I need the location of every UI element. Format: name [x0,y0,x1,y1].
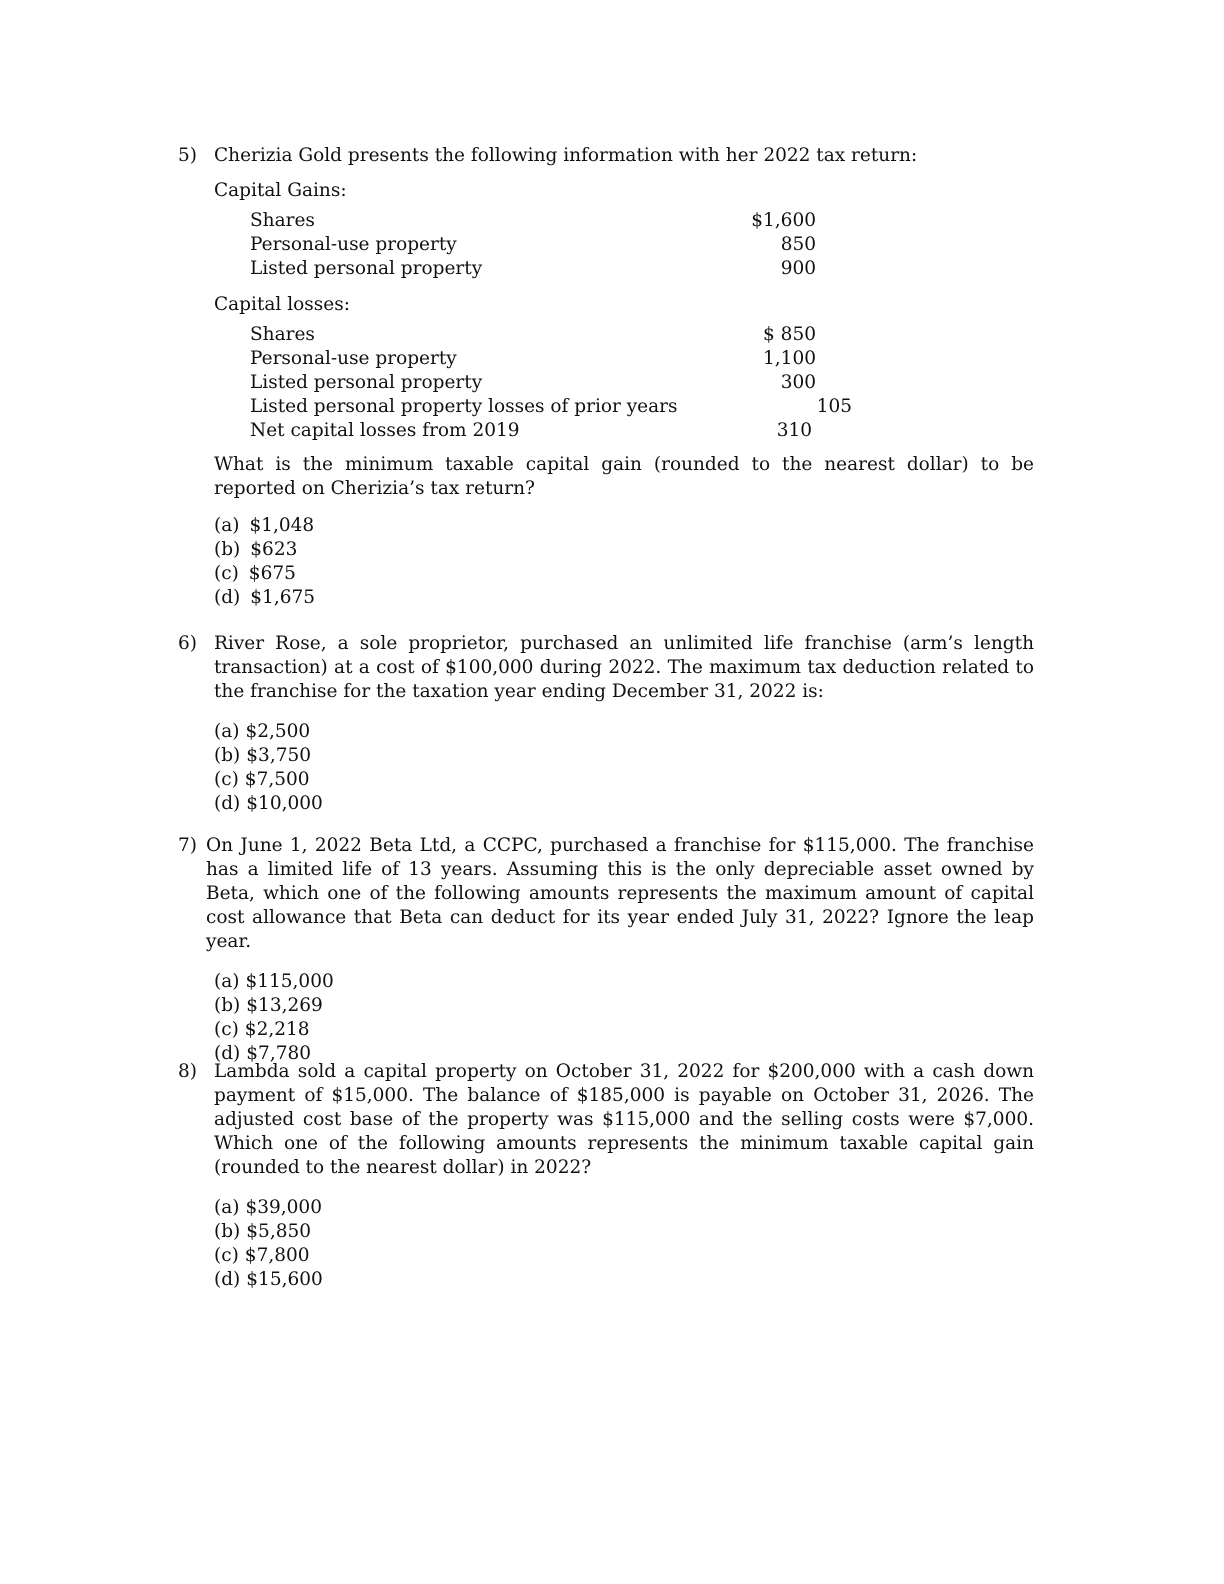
capital-losses-table [250,323,1034,443]
question-text: What is the minimum taxable capital gain (rounded to the nearest dollar) to be reported on Cherizia’s tax return? [214,454,1034,499]
answer-option[interactable]: (a) $39,000 [214,1197,322,1218]
table-row: Shares $ 850 [250,324,816,345]
question-text: On June 1, 2022 Beta Ltd, a CCPC, purchased a franchise for $115,000. The franchise has a limited life of 13 years. Assuming this is the only depreciable asset owned by Beta, which one of the following amounts represents the maximum amount of capital cost allowance that Beta can deduct for its year ended July 31, 2022? Ignore the leap year. [206,835,1034,952]
answer-options [214,970,1034,1066]
answer-option[interactable]: (c) $7,800 [214,1245,310,1266]
answer-option[interactable]: (d) $15,600 [214,1269,323,1290]
capital-losses-heading: Capital losses: [214,294,350,315]
table-row: Shares $1,600 [250,210,816,231]
table-row: Listed personal property losses of prior years 105 [250,396,852,417]
table-row: Personal-use property 1,100 [250,348,816,369]
answer-option[interactable]: (d) $7,780 [214,1043,312,1064]
question-intro: Cherizia Gold presents the following information with her 2022 tax return: [214,145,918,166]
answer-option[interactable]: (a) $115,000 [214,971,334,992]
table-row: Listed personal property 300 [250,372,816,393]
question-number: 8) [178,1061,197,1082]
answer-options [214,514,1034,610]
answer-option[interactable]: (b) $13,269 [214,995,323,1016]
question-8 [178,1060,1034,1292]
answer-option[interactable]: (b) $3,750 [214,745,312,766]
answer-option[interactable]: (d) $10,000 [214,793,323,814]
table-row: Net capital losses from 2019 310 [250,420,812,441]
answer-option[interactable]: (b) $623 [214,539,298,560]
question-number: 7) [178,835,197,856]
question-number: 5) [178,145,197,166]
question-6 [178,632,1034,816]
answer-option[interactable]: (d) $1,675 [214,587,316,608]
answer-option[interactable]: (c) $675 [214,563,296,584]
answer-option[interactable]: (b) $5,850 [214,1221,312,1242]
answer-option[interactable]: (a) $1,048 [214,515,315,536]
capital-gains-table [250,209,1034,281]
capital-gains-heading: Capital Gains: [214,180,347,201]
question-5 [178,144,1034,610]
answer-option[interactable]: (c) $7,500 [214,769,310,790]
question-text: Lambda sold a capital property on October 31, 2022 for $200,000 with a cash down payment of $15,000. The balance of $185,000 is payable on October 31, 2026. The adjusted cost base of the property was $115,000 and the selling costs were $7,000. Which one of the following amounts represents the minimum taxable capital gain (rounded to the nearest dollar) in 2022? [214,1061,1034,1178]
table-row: Personal-use property 850 [250,234,816,255]
question-7 [178,834,1034,1066]
question-text: River Rose, a sole proprietor, purchased an unlimited life franchise (arm’s length transaction) at a cost of $100,000 during 2022. The maximum tax deduction related to the franchise for the taxation year ending December 31, 2022 is: [214,633,1034,702]
answer-option[interactable]: (c) $2,218 [214,1019,310,1040]
table-row: Listed personal property 900 [250,258,816,279]
answer-option[interactable]: (a) $2,500 [214,721,311,742]
answer-options [214,720,1034,816]
question-number: 6) [178,633,197,654]
answer-options [214,1196,1034,1292]
